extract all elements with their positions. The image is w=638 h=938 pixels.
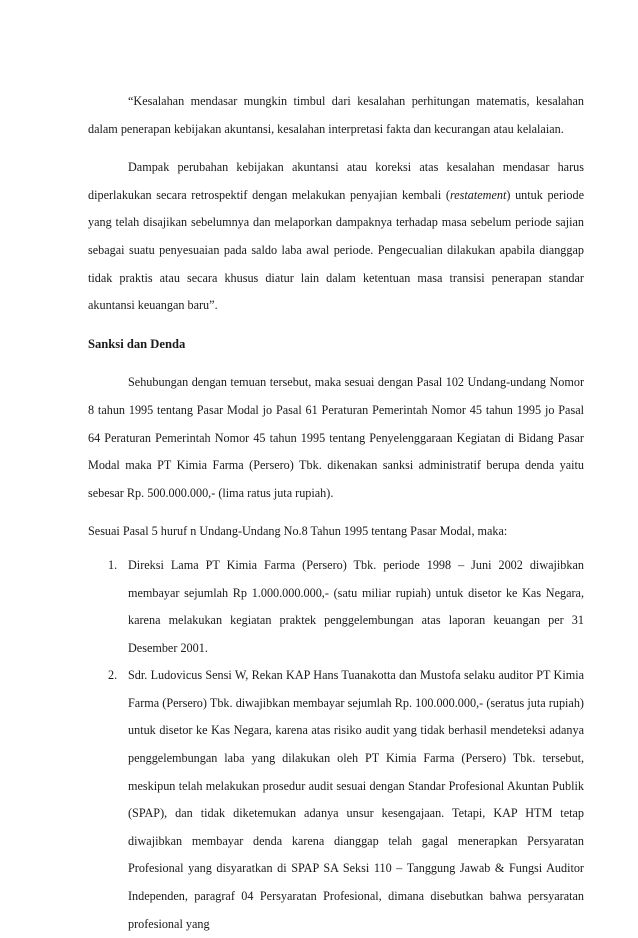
list-item-number: 1. [108,557,118,572]
list-item-text: Sdr. Ludovicus Sensi W, Rekan KAP Hans Tuanakotta dan Mustofa selaku auditor PT Kimia Farma (Persero) Tbk. diwajibkan membayar sejumlah Rp. 100.000.000,- (seratus juta rupiah) untuk disetor ke Kas Negara, karena atas risiko audit yang tidak berhasil mendeteksi adanya penggelembungan laba yang dilakukan oleh PT Kimia Farma (Persero) Tbk. tersebut, meskipun telah melakukan prosedur audit sesuai dengan Standar Profesional Akuntan Publik (SPAP), dan tidak diketemukan adanya unsur kesengajaan. Tetapi, KAP HTM tetap diwajibkan membayar denda karena dianggap telah gagal menerapkan Persyaratan Profesional yang disyaratkan di SPAP SA Seksi 110 – Tanggung Jawab & Fungsi Auditor Independen, paragraf 04 Persyaratan Profesional, dimana disebutkan bahwa persyaratan profesional yang [128,668,584,931]
basis-paragraph: Sesuai Pasal 5 huruf n Undang-Undang No.8 Tahun 1995 tentang Pasar Modal, maka: [88,524,508,539]
list-item-number: 2. [108,668,118,683]
document-page [88,88,584,938]
section-heading: Sanksi dan Denda [88,336,186,351]
list-item [88,662,584,938]
quote-paragraph-2-part-b: ) untuk periode yang telah disajikan sebelumnya dan melaporkan dampaknya terhadap masa sebelum periode sajian sebagai suatu penyesuaian pada saldo laba awal periode. Pengecualian dilakukan apabila dianggap tidak praktis atau secara khusus diatur lain dalam ketentuan masa transisi penerapan standar akuntansi keuangan baru”. [88,187,585,313]
restatement-term: restatement [449,187,507,202]
list-item [88,552,584,662]
quote-paragraph-2-part-a: Dampak perubahan kebijakan akuntansi atau koreksi atas kesalahan mendasar harus diperlakukan secara retrospektif dengan melakukan penyajian kembali ( [88,160,584,202]
sanction-paragraph: Sehubungan dengan temuan tersebut, maka sesuai dengan Pasal 102 Undang-undang Nomor 8 tahun 1995 tentang Pasar Modal jo Pasal 61 Peraturan Pemerintah Nomor 45 tahun 1995 jo Pasal 64 Peraturan Pemerintah Nomor 45 tahun 1995 tentang Penyelenggaraan Kegiatan di Bidang Pasar Modal maka PT Kimia Farma (Persero) Tbk. dikenakan sanksi administratif berupa denda yaitu sebesar Rp. 500.000.000,- (lima ratus juta rupiah). [88,375,584,500]
list-item-text: Direksi Lama PT Kimia Farma (Persero) Tbk. periode 1998 – Juni 2002 diwajibkan membayar sejumlah Rp 1.000.000.000,- (satu miliar rupiah) untuk disetor ke Kas Negara, karena melakukan kegiatan praktek penggelembungan atas laporan keuangan per 31 Desember 2001. [128,557,584,655]
quote-paragraph-2 [88,154,584,320]
quote-paragraph-1: “Kesalahan mendasar mungkin timbul dari kesalahan perhitungan matematis, kesalahan dalam penerapan kebijakan akuntansi, kesalahan interpretasi fakta dan kecurangan atau kelalaian. [88,94,584,136]
sanction-list [88,552,584,938]
